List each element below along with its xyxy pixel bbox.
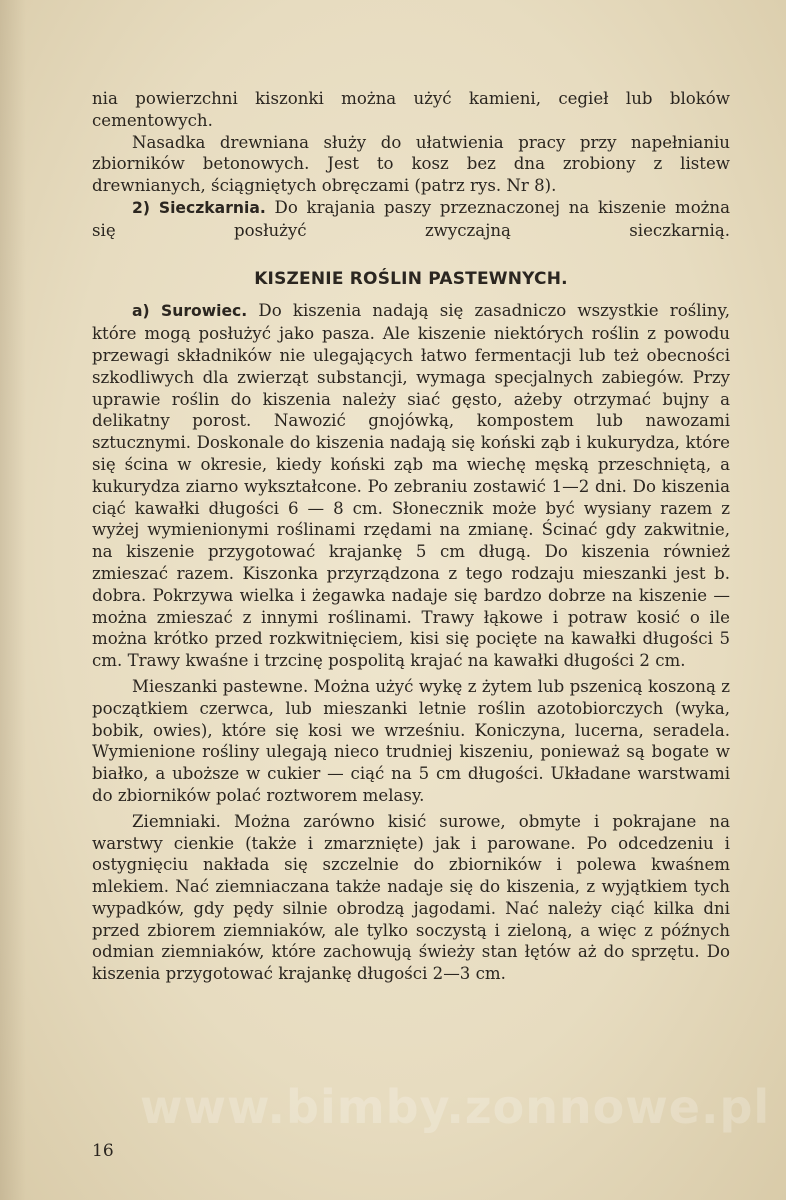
paragraph-sieczkarnia	[92, 197, 730, 242]
paragraph-continuation: nia powierzchni kiszonki można użyć kamieni, cegieł lub bloków cementowych.	[92, 89, 730, 130]
paragraph-mieszanki: Mieszanki pastewne. Można użyć wykę z żytem lub pszenicą koszoną z początkiem czerwca, lub mieszanki letnie roślin azotobiorczych (wyka, bobik, owies), które się kosi we wrześniu. Koniczyna, lucerna, seradela. Wymienione rośliny ulegają nieco trudniej kiszeniu, ponieważ są bogate w białko, a uboższe w cukier — ciąć na 5 cm długości. Układane warstwami do zbiorników polać roztworem melasy.	[92, 676, 730, 805]
paragraph-lead: 2) Sieczkarnia.	[132, 198, 266, 217]
paragraph-ziemniaki: Ziemniaki. Można zarówno kisić surowe, obmyte i pokrajane na warstwy cienkie (także i zmarznięte) jak i parowane. Po odcedzeniu i ostygnięciu nakłada się szczelnie do zbiorników i polewa kwaśnem mlekiem. Nać ziemniaczana także nadaje się do kiszenia, z wyjątkiem tych wypadków, gdy pędy silnie obrodzą jagodami. Nać należy ciąć kilka dni przed zbiorem ziemniaków, ale tylko soczystą i zieloną, a więc z późnych odmian ziemniaków, które zachowują świeży stan łętów aż do sprzętu. Do kiszenia przygotować krajankę długości 2—3 cm.	[92, 811, 730, 984]
section-heading: KISZENIE ROŚLIN PASTEWNYCH.	[254, 268, 568, 289]
paragraph-body: Do kiszenia nadają się zasadniczo wszystkie rośliny, które mogą posłużyć jako pasza. Ale kiszenie niektórych roślin z powodu przewagi składników nie ulegających łatwo fermentacji lub też obecności szkodliwych dla zwierząt substancji, wymaga specjalnych zabiegów. Przy uprawie roślin do kiszenia należy siać gęsto, ażeby otrzymać bujny a delikatny porost. Nawozić gnojówką, kompostem lub nawozami sztucznymi. Doskonale do kiszenia nadają się koński ząb i kukurydza, które się ścina w okresie, kiedy koński ząb ma wiechę męską przeschniętą, a kukurydza ziarno wykształcone. Po zebraniu zostawić 1—2 dni. Do kiszenia ciąć kawałki długości 6 — 8 cm. Słonecznik może być wysiany razem z wyżej wymienionymi roślinami rzędami na zmianę. Ścinać gdy zakwitnie, na kiszenie przygotować krajankę 5 cm długą. Do kiszenia również zmieszać razem. Kiszonka przyrządzona z tego rodzaju mieszanki jest b. dobra. Pokrzywa wielka i żegawka nadaje się bardzo dobrze na kiszenie — można zmieszać z innymi roślinami. Trawy łąkowe i potraw kosić o ile można krótko przed rozkwitnięciem, kisi się pocięte na kawałki długości 5 cm. Trawy kwaśne i trzcinę pospolitą krajać na kawałki długości 2 cm.	[92, 301, 730, 671]
paragraph-surowiec	[92, 300, 730, 672]
page-edge-shadow	[0, 0, 26, 1200]
page-number: 16	[92, 1141, 114, 1161]
page-text-block	[92, 88, 730, 985]
paragraph-nasadka: Nasadka drewniana służy do ułatwienia pracy przy napełnianiu zbiorników betonowych. Jest to kosz bez dna zrobiony z listew drewnianych, ściągniętych obręczami (patrz rys. Nr 8).	[92, 132, 730, 196]
paragraph-body: Do krajania paszy przeznaczonej na kiszenie można się posłużyć zwyczajną sieczkarnią.	[92, 197, 731, 240]
watermark: www.bimby.zonnowe.pl	[140, 1080, 771, 1134]
paragraph-lead: a) Surowiec.	[132, 302, 248, 321]
